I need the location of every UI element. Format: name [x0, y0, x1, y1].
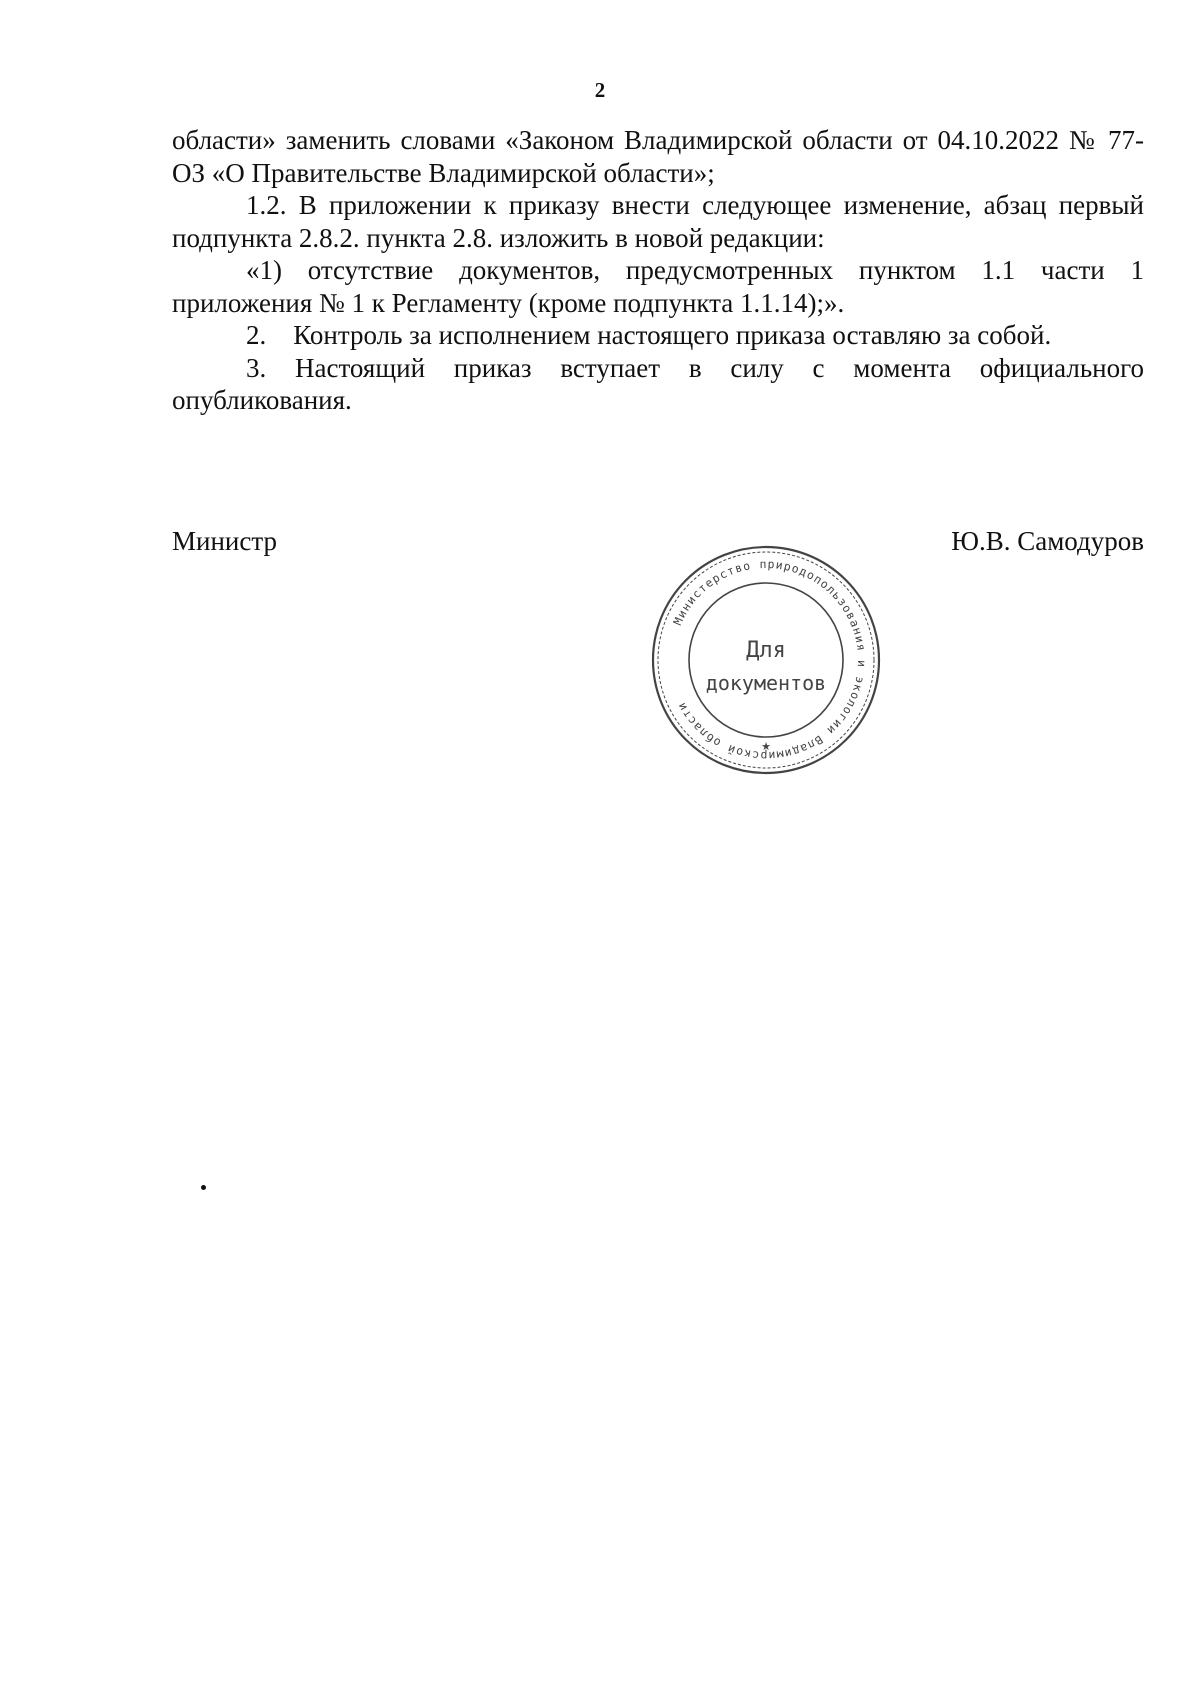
paragraph-3: 3. Настоящий приказ вступает в силу с момента официального опубликования. — [172, 352, 1144, 415]
page-number: 2 — [594, 78, 606, 102]
official-stamp — [646, 540, 886, 780]
stamp-ring-text: Министерство природопользования и экологии Владимирской области — [670, 556, 870, 764]
signatory-name: Ю.В. Самодуров — [951, 526, 1144, 556]
stamp-center-line-1: Для — [746, 638, 786, 663]
signatory-position: Министр — [172, 526, 277, 556]
paragraph-quoted-item: «1) отсутствие документов, предусмотренных пунктом 1.1 части 1 приложения № 1 к Регламенту (кроме подпункта 1.1.14);». — [172, 255, 1144, 318]
paragraph-continuation: области» заменить словами «Законом Владимирской области от 04.10.2022 № 77-ОЗ «О Правительстве Владимирской области»; — [172, 125, 1144, 188]
stray-mark — [201, 1185, 206, 1190]
stamp-center-line-2: документов — [705, 671, 827, 695]
document-body — [172, 124, 1144, 417]
stamp-star-icon: ★ — [761, 740, 771, 753]
paragraph-1-2: 1.2. В приложении к приказу внести следующее изменение, абзац первый подпункта 2.8.2. пункта 2.8. изложить в новой редакции: — [172, 190, 1144, 253]
paragraph-2: 2. Контроль за исполнением настоящего приказа оставляю за собой. — [246, 320, 1052, 350]
